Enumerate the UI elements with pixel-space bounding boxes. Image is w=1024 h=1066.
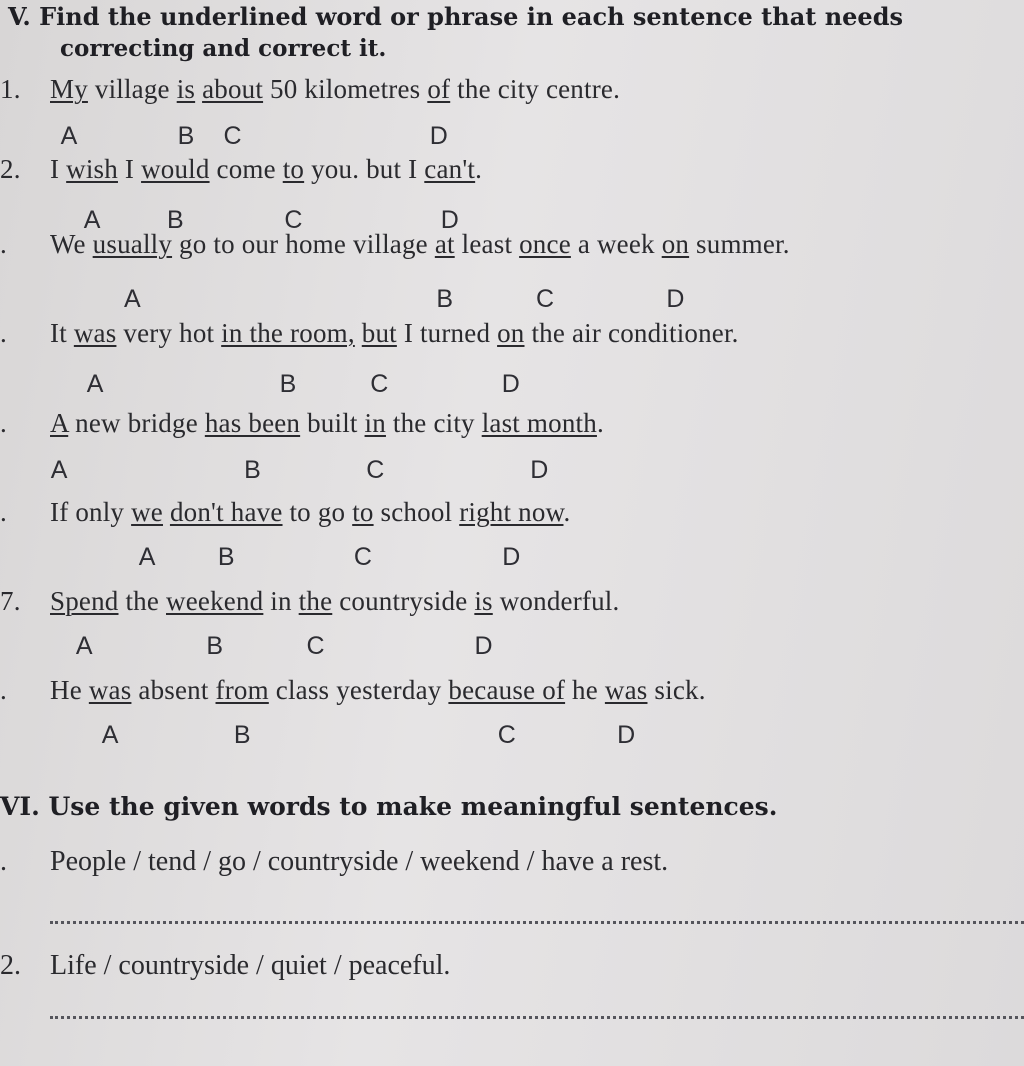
underlined-option-a[interactable]: wish — [66, 154, 118, 184]
sentence-text: It — [50, 318, 74, 348]
question-number: 1. — [0, 74, 21, 104]
prompt-1 — [0, 846, 668, 878]
option-letter-a: A — [86, 370, 104, 398]
option-letter-d: D — [501, 370, 520, 398]
prompt-text: People / tend / go / countryside / weekend / have a rest. — [50, 846, 669, 877]
underlined-option-d[interactable]: is — [474, 586, 493, 616]
sentence-text: I turned — [396, 318, 498, 348]
sentence-text: the air conditioner. — [524, 318, 739, 348]
underlined-option-a[interactable]: My — [50, 74, 88, 104]
underlined-option-c[interactable]: once — [519, 229, 571, 259]
option-letter-b: B — [217, 543, 235, 571]
sentence-text: sick. — [647, 675, 706, 705]
question-number: . — [0, 318, 7, 348]
question-number: 2. — [0, 154, 21, 184]
option-letter-a: A — [60, 122, 78, 150]
underlined-option-b[interactable]: would — [141, 154, 210, 184]
sentence-text: village — [87, 74, 177, 104]
option-letter-c: C — [497, 721, 516, 749]
option-letter-a: A — [83, 206, 101, 234]
underlined-option-c[interactable]: about — [202, 74, 264, 104]
answer-line-2[interactable] — [50, 1016, 1024, 1019]
underlined-option-a[interactable]: A — [50, 408, 69, 438]
sentence-text: come — [209, 154, 283, 184]
question-number: . — [0, 675, 7, 705]
underlined-option-c[interactable]: to — [282, 154, 305, 184]
option-letter-d: D — [429, 122, 448, 150]
sentence-text: 50 kilometres — [263, 74, 428, 104]
sentence-text: absent — [131, 675, 216, 705]
prompt-number: . — [0, 846, 7, 877]
section-6-heading: VI. Use the given words to make meaningful sentences. — [0, 792, 778, 821]
sentence-text: school — [373, 497, 460, 527]
underlined-option-b[interactable]: has been — [204, 408, 301, 438]
sentence-text: . — [563, 497, 571, 527]
underlined-option-c[interactable]: because of — [448, 675, 566, 705]
answer-line-1[interactable] — [50, 921, 1024, 924]
underlined-option-a[interactable]: was — [88, 675, 132, 705]
option-letter-c: C — [366, 456, 385, 484]
underlined-option-b[interactable]: is — [176, 74, 196, 104]
sentence-text: he — [565, 675, 605, 705]
prompt-number: 2. — [0, 950, 21, 981]
underlined-option-b[interactable]: don't have — [169, 497, 283, 527]
option-letter-a: A — [138, 543, 156, 571]
option-letter-c: C — [370, 370, 389, 398]
option-letter-c: C — [223, 122, 242, 150]
option-letter-b: B — [177, 122, 195, 150]
underlined-option-a[interactable]: usually — [92, 229, 173, 259]
option-letter-b: B — [166, 206, 184, 234]
underlined-option-c[interactable]: to — [352, 497, 374, 527]
underlined-option-c[interactable]: the — [298, 586, 333, 616]
question-number: 7. — [0, 586, 21, 616]
underlined-option-d[interactable]: right now — [459, 497, 564, 527]
underlined-option-c[interactable]: in — [364, 408, 386, 438]
sentence-text: . — [596, 408, 604, 438]
underlined-option-d[interactable]: of — [427, 74, 451, 104]
option-letter-d: D — [440, 206, 459, 234]
underlined-option-b[interactable]: from — [215, 675, 269, 705]
sentence-text: He — [50, 675, 89, 705]
sentence-text: to go — [282, 497, 353, 527]
underlined-option-b[interactable]: at — [434, 229, 455, 259]
option-letter-c: C — [284, 206, 303, 234]
option-letter-a: A — [124, 285, 141, 313]
sentence-text: I — [117, 154, 142, 184]
sentence-text: wonderful. — [492, 586, 620, 616]
option-letter-b: B — [206, 632, 224, 660]
underlined-option-d[interactable]: on — [661, 229, 690, 259]
heading-line-2: correcting and correct it. — [60, 35, 387, 62]
prompt-text: Life / countryside / quiet / peaceful. — [50, 950, 451, 981]
sentence-text: a week — [570, 229, 662, 259]
question-number: . — [0, 229, 7, 259]
sentence-text: go to our home village — [172, 229, 435, 259]
underlined-option-a[interactable]: was — [73, 318, 117, 348]
underlined-option-b[interactable]: in the room, — [221, 318, 355, 348]
sentence-text: least — [454, 229, 520, 259]
option-letter-c: C — [353, 543, 372, 571]
underlined-option-c[interactable]: but — [361, 318, 397, 348]
option-letter-b: B — [244, 456, 261, 484]
option-letter-b: B — [233, 721, 251, 749]
sentence-text: the city centre. — [450, 74, 621, 104]
underlined-option-b[interactable]: weekend — [166, 586, 264, 616]
underlined-option-d[interactable]: last month — [481, 408, 597, 438]
option-letter-d: D — [666, 285, 685, 313]
option-letter-b: B — [279, 370, 297, 398]
option-letter-a: A — [101, 721, 119, 749]
sentence-text: new bridge — [68, 408, 205, 438]
underlined-option-d[interactable]: can't — [424, 154, 476, 184]
sentence-text: very hot — [116, 318, 222, 348]
sentence-text: We — [50, 229, 93, 259]
option-letter-d: D — [474, 632, 493, 660]
option-letter-d: D — [530, 456, 549, 484]
sentence-text: If only — [50, 497, 132, 527]
heading-line-1: V. Find the underlined word or phrase in each sentence that needs — [8, 2, 903, 31]
sentence-text: built — [300, 408, 365, 438]
sentence-text: the city — [385, 408, 482, 438]
sentence-text: the — [118, 586, 166, 616]
question-number: . — [0, 408, 7, 438]
prompt-2 — [0, 950, 450, 982]
sentence-text: I — [50, 154, 67, 184]
sentence-text: you. but I — [304, 154, 425, 184]
option-letter-d: D — [502, 543, 521, 571]
underlined-option-d[interactable]: was — [604, 675, 648, 705]
option-letter-a: A — [75, 632, 93, 660]
underlined-option-a[interactable]: Spend — [50, 586, 119, 616]
underlined-option-d[interactable]: on — [497, 318, 525, 348]
option-letter-b: B — [436, 285, 454, 313]
sentence-text: in — [263, 586, 299, 616]
underlined-option-a[interactable]: we — [131, 497, 163, 527]
sentence-text: . — [475, 154, 483, 184]
sentence-text: countryside — [332, 586, 475, 616]
question-number: . — [0, 497, 7, 527]
option-letter-c: C — [535, 285, 555, 313]
sentence-text: summer. — [689, 229, 790, 259]
option-letter-a: A — [50, 456, 68, 484]
option-letter-c: C — [306, 632, 325, 660]
sentence-text: class yesterday — [268, 675, 449, 705]
option-letter-d: D — [617, 721, 636, 749]
